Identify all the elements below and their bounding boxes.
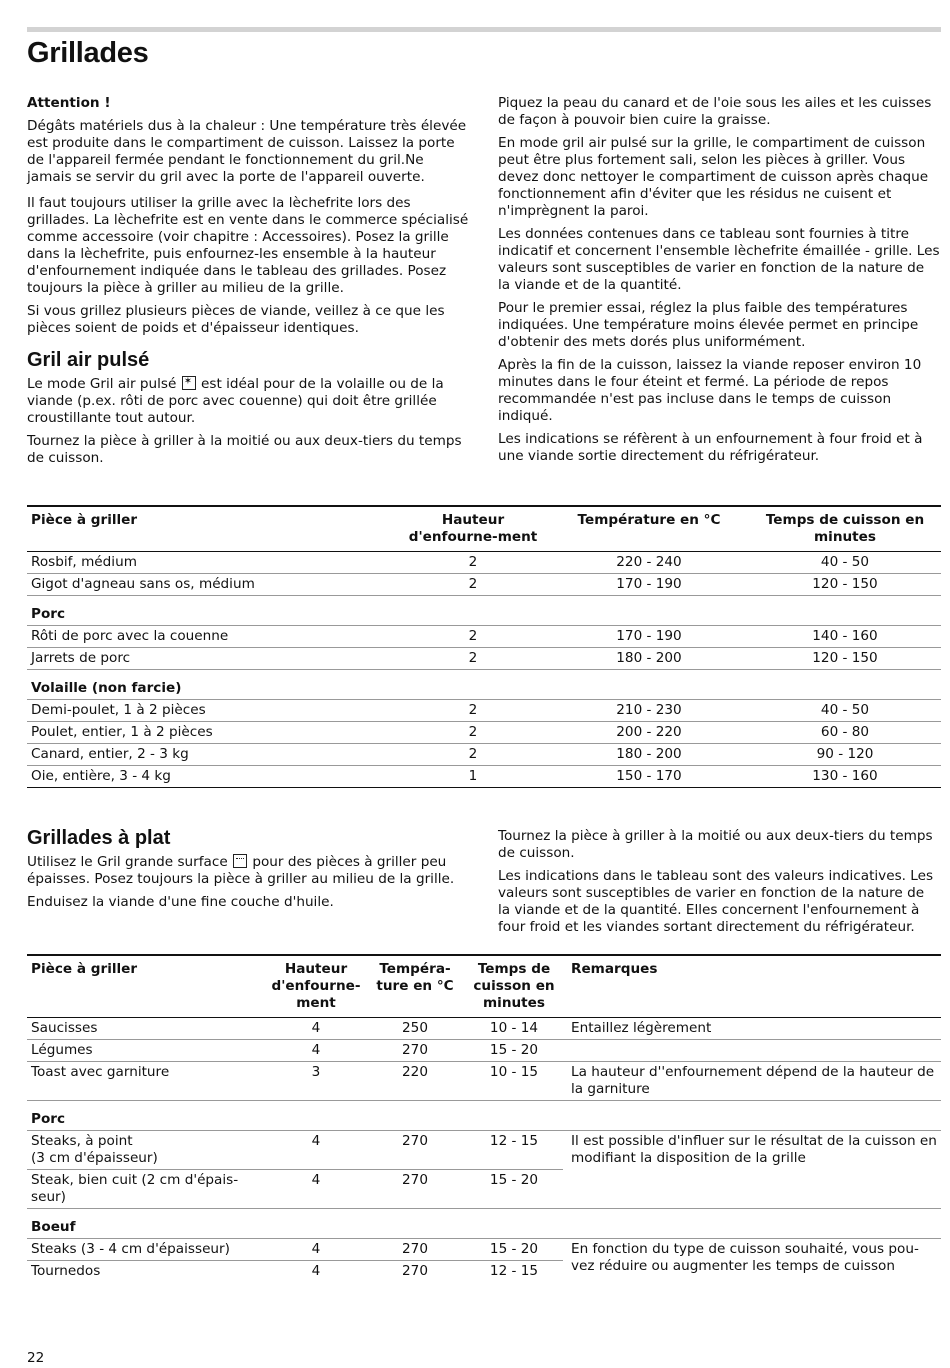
- cell: 270: [365, 1040, 465, 1062]
- cell: 270: [365, 1170, 465, 1209]
- cell: Tournedos: [31, 1263, 101, 1279]
- table-row: [27, 648, 941, 670]
- cell: Steaks, à point (3 cm d'épaisseur): [27, 1131, 267, 1170]
- cell: 4: [267, 1018, 365, 1040]
- gril-air-paragraph-1: [27, 376, 469, 427]
- cell: 15 - 20: [465, 1170, 563, 1209]
- cell: 2: [397, 700, 549, 722]
- cell: 2: [397, 722, 549, 744]
- header-remarques: Remarques: [563, 955, 941, 1018]
- cell: 12 - 15: [465, 1131, 563, 1170]
- cell: Poulet, entier, 1 à 2 pièces: [27, 722, 397, 744]
- cell: 1: [397, 766, 549, 788]
- table-row: [27, 1062, 941, 1101]
- grill-plat-column: [27, 826, 469, 917]
- gril-air-p1-before: Le mode Gril air pulsé: [27, 376, 177, 392]
- cell: 10 - 15: [465, 1062, 563, 1101]
- table-row: [27, 626, 941, 648]
- cell: [563, 1040, 941, 1062]
- gril-air-p1-after: est idéal pour de la volaille ou de la viande (p.ex. rôti de porc avec couenne) qui doit être grillée croustillante tout autour.: [27, 376, 444, 426]
- cell: 4: [311, 1263, 321, 1279]
- intro-paragraph-2: Si vous grillez plusieurs pièces de viande, veillez à ce que les pièces soient de poids et d'épaisseur identiques.: [27, 303, 445, 336]
- group-label: Porc: [27, 1101, 941, 1131]
- header-hauteur: Hauteur d'enfourne-ment: [397, 506, 549, 552]
- cell: 180 - 200: [549, 648, 749, 670]
- attention-title: Attention !: [27, 95, 111, 111]
- cell: Entaillez légèrement: [563, 1018, 941, 1040]
- cell: 4: [267, 1040, 365, 1062]
- cell: Canard, entier, 2 - 3 kg: [27, 744, 397, 766]
- table-row: [27, 700, 941, 722]
- cell: Toast avec garniture: [27, 1062, 267, 1101]
- cell: 270: [402, 1263, 428, 1279]
- gril-air-note-1: Piquez la peau du canard et de l'oie sous les ailes et les cuisses de façon à pouvoir bien cuire la graisse.: [498, 95, 932, 128]
- grill-plat-paragraph-1: [27, 854, 469, 888]
- table-row: [27, 766, 941, 788]
- grill-plat-table: [27, 954, 941, 1282]
- group-label: Boeuf: [27, 1209, 941, 1239]
- cell: 10 - 14: [465, 1018, 563, 1040]
- cell: 180 - 200: [549, 744, 749, 766]
- grill-plat-notes-column: [498, 828, 940, 942]
- group-label: Porc: [27, 596, 941, 626]
- cell: Rôti de porc avec la couenne: [27, 626, 397, 648]
- table-row: [27, 722, 941, 744]
- table-row: [27, 1018, 941, 1040]
- cell: 4: [267, 1239, 365, 1261]
- gril-air-heading: Gril air pulsé: [27, 349, 150, 371]
- grill-plat-note-1: Tournez la pièce à griller à la moitié ou aux deux-tiers du temps de cuisson.: [498, 828, 933, 861]
- table-header-row: [27, 955, 941, 1018]
- cell: 60 - 80: [749, 722, 941, 744]
- page-title: Grillades: [27, 37, 149, 69]
- attention-text: Dégâts matériels dus à la chaleur : Une température très élevée est produite dans le compartiment de cuisson. Laissez la porte de l'appareil fermée pendant le fonctionnement du gril.Ne jamais se servir du gril avec la porte de l'appareil ouverte.: [27, 118, 467, 185]
- intro-paragraph-1: Il faut toujours utiliser la grille avec la lèchefrite lors des grillades. La lèchefrite est en vente dans le commerce spécialisé comme accessoire (voir chapitre : Accessoires). Posez la grille dans la lèchefrite, puis enfournez-les ensemble à la hauteur d'enfournement indiquée dans le tableau des grillades. Posez toujours la pièce à griller au milieu de la grille.: [27, 195, 469, 296]
- page-number: 22: [27, 1350, 45, 1366]
- cell: 130 - 160: [749, 766, 941, 788]
- cell: 200 - 220: [549, 722, 749, 744]
- gril-air-paragraph-2: Tournez la pièce à griller à la moitié ou aux deux-tiers du temps de cuisson.: [27, 433, 462, 466]
- cell: 270: [365, 1131, 465, 1170]
- table-row: [27, 1040, 941, 1062]
- cell: Gigot d'agneau sans os, médium: [27, 574, 397, 596]
- cell: Demi-poulet, 1 à 2 pièces: [27, 700, 397, 722]
- cell: 250: [365, 1018, 465, 1040]
- cell: Steak, bien cuit (2 cm d'épais-seur): [27, 1170, 267, 1209]
- cell: 170 - 190: [549, 574, 749, 596]
- header-piece: Pièce à griller: [27, 955, 267, 1018]
- cell: 2: [397, 626, 549, 648]
- cell: 90 - 120: [749, 744, 941, 766]
- header-temperature: Température en °C: [549, 506, 749, 552]
- table-row: [27, 1239, 941, 1261]
- cell: 210 - 230: [549, 700, 749, 722]
- large-grill-icon: [233, 854, 247, 868]
- grill-plat-paragraph-2: Enduisez la viande d'une fine couche d'huile.: [27, 894, 334, 910]
- cell: 170 - 190: [549, 626, 749, 648]
- cell-remark: En fonction du type de cuisson souhaité, vous pou-vez réduire ou augmenter les temps de cuisson: [571, 1241, 919, 1274]
- gril-air-note-4: Pour le premier essai, réglez la plus faible des températures indiquées. Une température moins élevée permet en principe d'obtenir des mets dorés plus uniformément.: [498, 300, 919, 350]
- cell: 120 - 150: [749, 648, 941, 670]
- gril-air-notes-column: [498, 95, 940, 471]
- cell: 2: [397, 574, 549, 596]
- fan-grill-icon: [182, 376, 196, 390]
- cell: 15 - 20: [465, 1040, 563, 1062]
- cell: Jarrets de porc: [27, 648, 397, 670]
- cell: 220: [365, 1062, 465, 1101]
- cell: 2: [397, 744, 549, 766]
- gril-air-note-6: Les indications se réfèrent à un enfournement à four froid et à une viande sortie directement du réfrigérateur.: [498, 431, 923, 464]
- gril-air-note-2: En mode gril air pulsé sur la grille, le compartiment de cuisson peut être plus fortement sali, selon les pièces à griller. Vous devez donc nettoyer le compartiment de cuisson après chaque fonctionnement afin d'éviter que les résidus ne cuisent et n'imprègnent la paroi.: [498, 135, 929, 219]
- table-row: [27, 552, 941, 574]
- intro-column: [27, 95, 469, 473]
- header-rule: [27, 27, 941, 32]
- grill-plat-note-2: Les indications dans le tableau sont des valeurs indicatives. Les valeurs sont susceptibles de varier en fonction de la nature de la viande et de la quantité. Elles concernent l'enfournement à four froid et les viandes sortant directement du réfrigérateur.: [498, 868, 934, 935]
- cell: 220 - 240: [549, 552, 749, 574]
- cell: 4: [267, 1170, 365, 1209]
- cell: 40 - 50: [749, 700, 941, 722]
- gril-air-note-5: Après la fin de la cuisson, laissez la viande reposer environ 10 minutes dans le four éteint et fermé. La période de repos recommandée n'est pas incluse dans le temps de cuisson indiqué.: [498, 357, 922, 424]
- group-row-porc: [27, 596, 941, 626]
- grill-plat-p1-before: Utilisez le Gril grande surface: [27, 854, 228, 870]
- grill-plat-heading: Grillades à plat: [27, 827, 171, 849]
- grill-plat-p1-after: pour des pièces à griller peu épaisses. Posez toujours la pièce à griller au milieu de la grille.: [27, 854, 455, 887]
- cell: 120 - 150: [749, 574, 941, 596]
- cell: 12 - 15: [489, 1263, 539, 1279]
- cell-remark: Il est possible d'influer sur le résultat de la cuisson en modifiant la disposition de la grille: [563, 1131, 941, 1209]
- table-header-row: [27, 506, 941, 552]
- cell: 150 - 170: [549, 766, 749, 788]
- cell: La hauteur d''enfournement dépend de la hauteur de la garniture: [563, 1062, 941, 1101]
- cell: Légumes: [27, 1040, 267, 1062]
- cell: 3: [267, 1062, 365, 1101]
- group-row-boeuf: [27, 1209, 941, 1239]
- cell: 40 - 50: [749, 552, 941, 574]
- gril-air-table: [27, 505, 941, 788]
- cell: 2: [397, 552, 549, 574]
- header-temperature: Tempéra-ture en °C: [365, 955, 465, 1018]
- group-label: Volaille (non farcie): [27, 670, 941, 700]
- cell: 140 - 160: [749, 626, 941, 648]
- cell: 15 - 20: [465, 1239, 563, 1261]
- cell: 4: [267, 1131, 365, 1170]
- group-row-volaille: [27, 670, 941, 700]
- cell: Steaks (3 - 4 cm d'épaisseur): [27, 1239, 267, 1261]
- header-piece: Pièce à griller: [27, 506, 397, 552]
- cell: 270: [365, 1239, 465, 1261]
- header-temps: Temps de cuisson en minutes: [465, 955, 563, 1018]
- cell: Saucisses: [27, 1018, 267, 1040]
- cell: Rosbif, médium: [27, 552, 397, 574]
- header-temps: Temps de cuisson en minutes: [749, 506, 941, 552]
- gril-air-note-3: Les données contenues dans ce tableau sont fournies à titre indicatif et concernent l'ensemble lèchefrite émaillée - grille. Les valeurs sont susceptibles de varier en fonction de la nature de la viande et de la quantité.: [498, 226, 940, 293]
- header-hauteur: Hauteur d'enfourne-ment: [267, 955, 365, 1018]
- table-row: [27, 744, 941, 766]
- table-row: [27, 1131, 941, 1170]
- table-row: [27, 574, 941, 596]
- group-row-porc: [27, 1101, 941, 1131]
- cell: Oie, entière, 3 - 4 kg: [27, 766, 397, 788]
- cell: 2: [397, 648, 549, 670]
